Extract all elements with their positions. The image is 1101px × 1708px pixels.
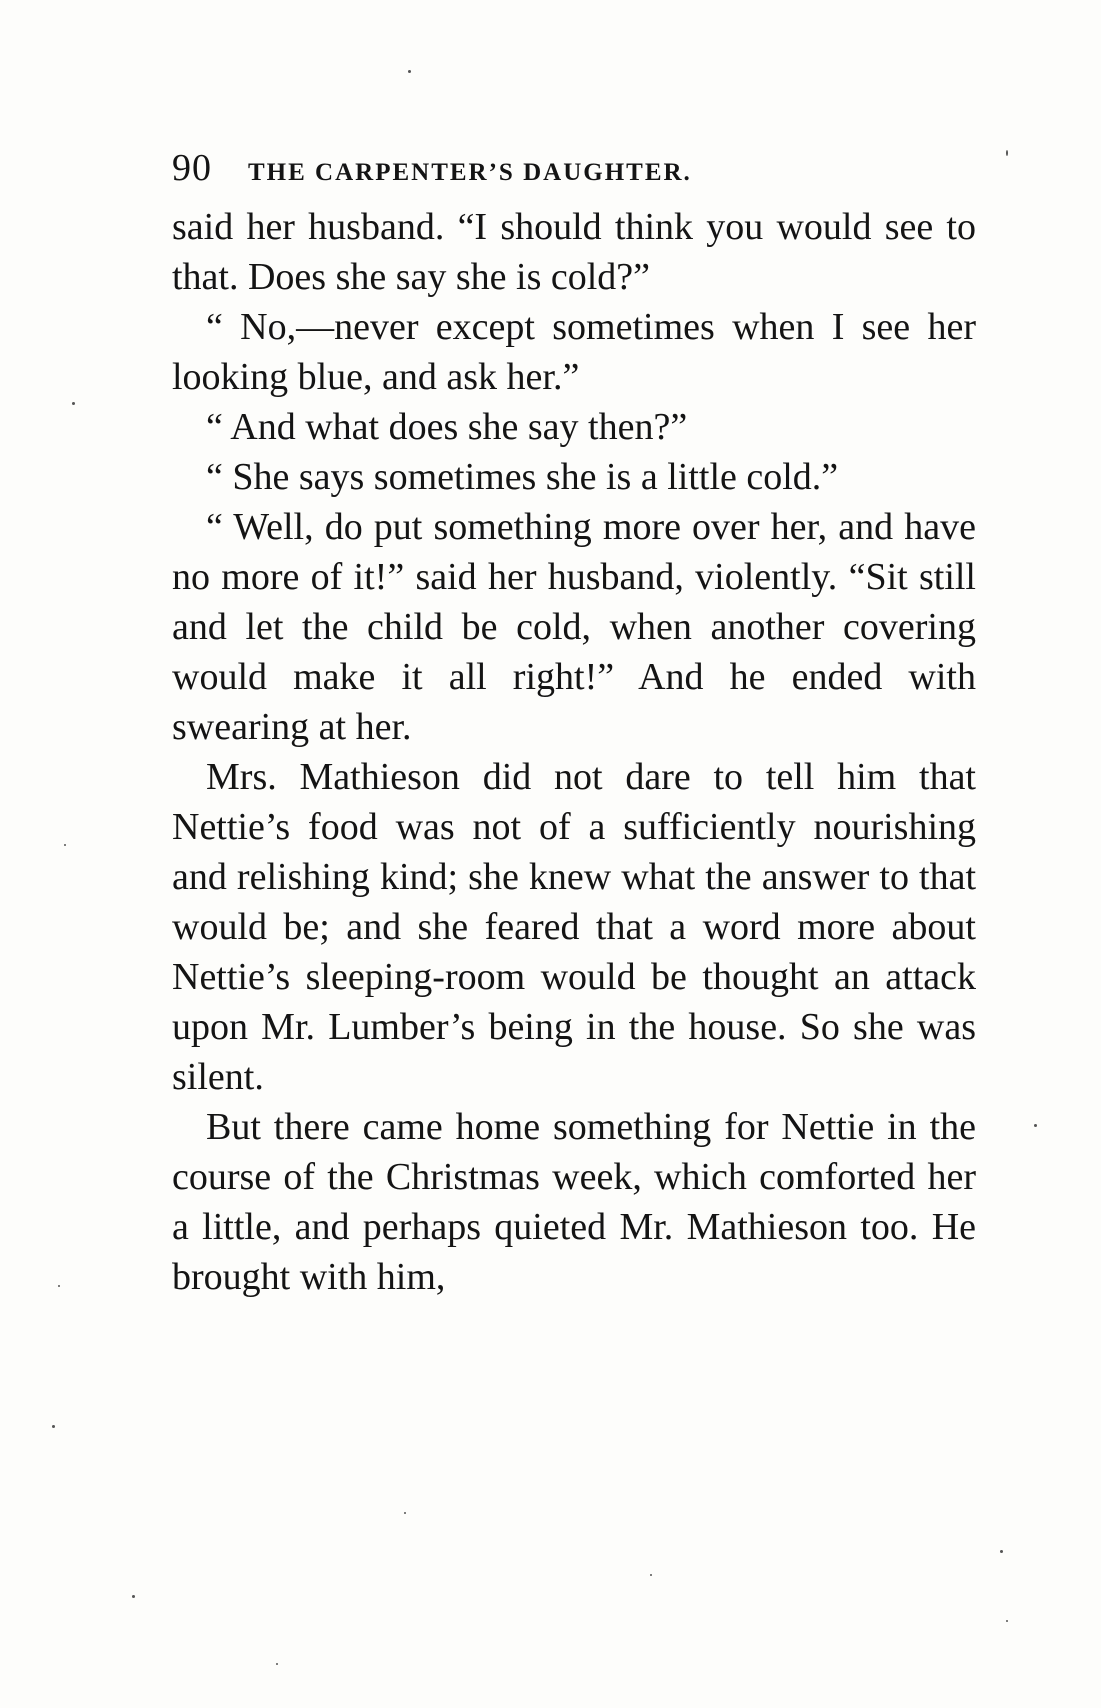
print-speck [404, 1512, 406, 1514]
print-speck [58, 1285, 60, 1287]
running-title: THE CARPENTER’S DAUGHTER. [248, 159, 692, 186]
print-speck [650, 1574, 652, 1576]
print-speck [1006, 150, 1008, 156]
print-speck [64, 844, 66, 846]
paragraph: “ No,—never except sometimes when I see her looking blue, and ask her.” [172, 306, 976, 398]
print-speck [1000, 1550, 1003, 1553]
print-speck [276, 1663, 278, 1665]
print-speck [408, 70, 411, 73]
paragraph: But there came home something for Nettie in the course of the Christmas week, which comforted her a little, and perhaps quieted Mr. Mathieson too. He brought with him, [172, 1106, 976, 1298]
page-number: 90 [172, 147, 212, 189]
print-speck [1006, 1620, 1008, 1622]
body-text [172, 202, 976, 1302]
page-header [172, 146, 942, 189]
print-speck [52, 1425, 55, 1428]
paragraph: “ Well, do put something more over her, and have no more of it!” said her husband, violently. “Sit still and let the child be cold, when another covering would make it all right!” And he ended with swearing at her. [172, 506, 976, 748]
paragraph: “ She says sometimes she is a little cold.” [206, 456, 839, 498]
paragraph: said her husband. “I should think you would see to that. Does she say she is cold?” [172, 206, 976, 298]
paragraph: “ And what does she say then?” [206, 406, 688, 448]
print-speck [1034, 1124, 1037, 1127]
paragraph: Mrs. Mathieson did not dare to tell him that Nettie’s food was not of a sufficiently nourishing and relishing kind; she knew what the answer to that would be; and she feared that a word more about Nettie’s sleeping-room would be thought an attack upon Mr. Lumber’s being in the house. So she was silent. [172, 756, 976, 1098]
print-speck [132, 1595, 135, 1598]
print-speck [72, 402, 75, 405]
